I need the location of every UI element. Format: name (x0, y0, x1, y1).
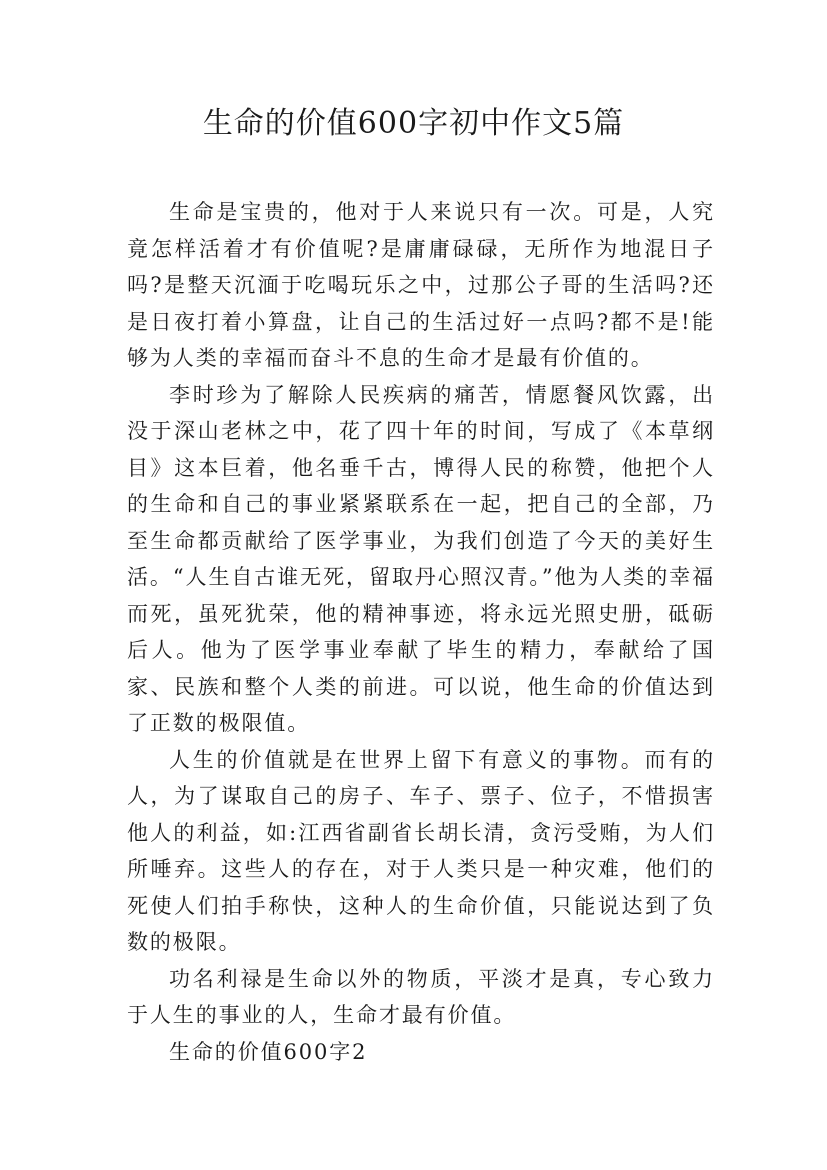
document-title: 生命的价值600字初中作文5篇 (202, 106, 625, 141)
paragraph-4: 功名利禄是生命以外的物质，平淡才是真，专心致力于人生的事业的人，生命才最有价值。 (127, 966, 715, 1027)
paragraph-3: 人生的价值就是在世界上留下有意义的事物。而有的人，为了谋取自己的房子、车子、票子、位子，不惜损害他人的利益，如:江西省副省长胡长清，贪污受贿，为人们所唾弃。这些人的存在，对于人类只是一种灾难，他们的死使人们拍手称快，这种人的生命价值，只能说达到了负数的极限。 (127, 747, 715, 954)
paragraph-1: 生命是宝贵的，他对于人来说只有一次。可是，人究竟怎样活着才有价值呢?是庸庸碌碌，无所作为地混日子吗?是整天沉湎于吃喝玩乐之中，过那公子哥的生活吗?还是日夜打着小算盘，让自己的生活过好一点吗?都不是!能够为人类的幸福而奋斗不息的生命才是最有价值的。 (127, 200, 715, 370)
document-body (127, 194, 715, 1070)
section-heading-2: 生命的价值600字2 (169, 1039, 368, 1064)
paragraph-2: 李时珍为了解除人民疾病的痛苦，情愿餐风饮露，出没于深山老林之中，花了四十年的时间，写成了《本草纲目》这本巨着，他名垂千古，博得人民的称赞，他把个人的生命和自己的事业紧紧联系在一起，把自己的全部，乃至生命都贡献给了医学事业，为我们创造了今天的美好生活。“人生自古谁无死，留取丹心照汉青。”他为人类的幸福而死，虽死犹荣，他的精神事迹，将永远光照史册，砥砺后人。他为了医学事业奉献了毕生的精力，奉献给了国家、民族和整个人类的前进。可以说，他生命的价值达到了正数的极限值。 (127, 382, 715, 735)
